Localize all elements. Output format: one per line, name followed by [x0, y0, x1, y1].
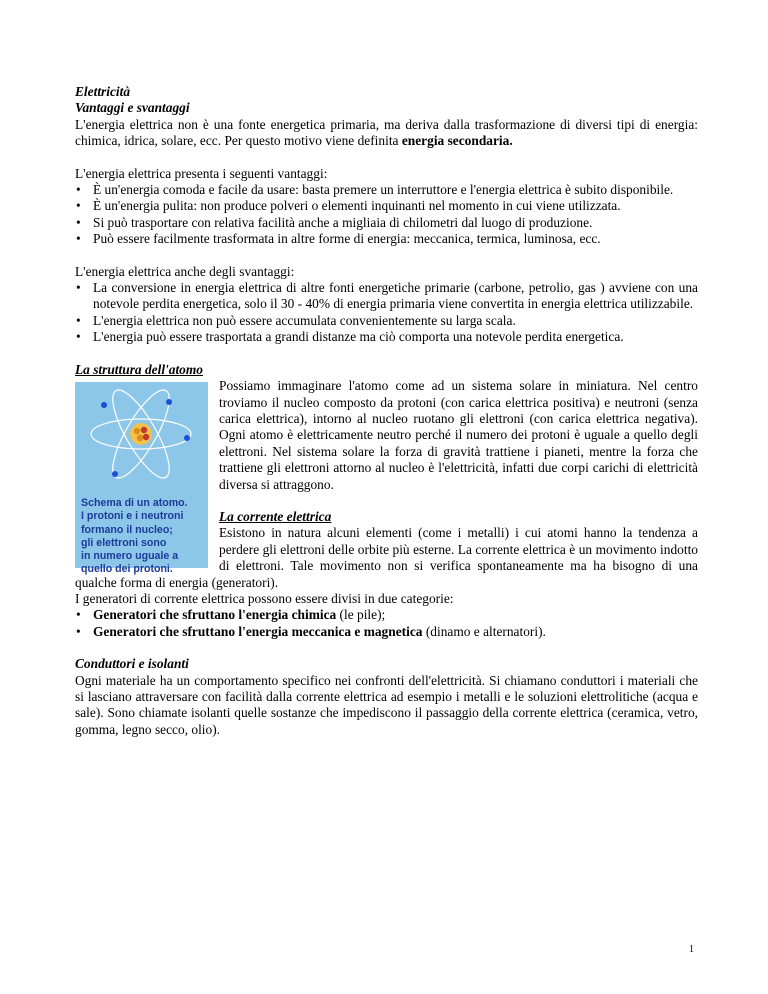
section-title-conduttori: Conduttori e isolanti	[75, 656, 189, 672]
advantage-item: • Si può trasportare con relativa facilità anche a migliaia di chilometri dal luogo di produzione.	[75, 215, 698, 231]
figure-caption	[81, 497, 206, 576]
advantage-item: • Può essere facilmente trasformata in altre forme di energia: meccanica, termica, luminosa, ecc.	[75, 231, 698, 247]
caption-line: I protoni e i neutroni	[81, 510, 184, 523]
page-number: 1	[689, 944, 694, 955]
conduttori-paragraph: Ogni materiale ha un comportamento specifico nei confronti dell'elettricità. Si chiamano conduttori i materiali che si lasciano attraversare con facilità dalla corrente elettrica ad esempio i metalli e le soluzioni elettrolitiche (acqua e sale). Sono chiamate isolanti quelle sostanze che impediscono il passaggio della corrente elettrica (ceramica, vetro, gomma, legno secco, olio).	[75, 672, 698, 737]
generator-item	[75, 607, 698, 623]
document-page	[75, 84, 698, 738]
subtitle-vantaggi: Vantaggi e svantaggi	[75, 100, 190, 116]
atom-figure	[75, 382, 208, 576]
generators-intro: I generatori di corrente elettrica possono essere divisi in due categorie:	[75, 590, 454, 606]
generator-item-bold: Generatori che sfruttano l'energia meccanica e magnetica	[93, 623, 423, 639]
caption-line: in numero uguale a	[81, 549, 179, 562]
generator-item-rest: (dinamo e alternatori).	[422, 623, 546, 639]
advantage-item: • È un'energia comoda e facile da usare: basta premere un interruttore e l'energia elettrica è subito disponibile.	[75, 182, 698, 198]
advantage-item: • È un'energia pulita: non produce polveri o elementi inquinanti nel momento in cui viene utilizzata.	[75, 198, 698, 214]
caption-line: formano il nucleo;	[81, 523, 173, 536]
intro-paragraph	[75, 117, 698, 150]
atom-paragraph: Possiamo immaginare l'atomo come ad un sistema solare in miniatura. Nel centro troviamo il nucleo composto da protoni (con carica elettrica positiva) e neutroni (senza carica elettrica), intorno al nucleo ruotano gli elettroni (con carica elettrica negativa). Ogni atomo è elettricamente neutro perché il numero dei protoni è uguale a quello degli elettroni. Nel sistema solare la forza di gravità trattiene i pianeti, mentre la forza che trattiene gli elettroni attorno al nucleo è l'elettricità, infatti due corpi carichi di elettricità diversa si attraggono.	[219, 378, 698, 492]
advantages-intro: L'energia elettrica presenta i seguenti vantaggi:	[75, 165, 328, 181]
section-title-elettricita: Elettricità	[75, 84, 131, 99]
generator-item-rest: (le pile);	[336, 607, 386, 623]
generators-list	[75, 607, 698, 640]
generator-item	[75, 624, 698, 640]
disadvantage-item: • La conversione in energia elettrica di altre fonti energetiche primarie (carbone, petrolio, gas ) avviene con una notevole perdita energetica, solo il 30 - 40% di energia primaria viene convertita in energia elettrica utilizzabile.	[75, 280, 698, 313]
section-title-corrente: La corrente elettrica	[219, 508, 332, 524]
corrente-paragraph: Esistono in natura alcuni elementi (come i metalli) i cui atomi hanno la tendenza a perdere gli elettroni delle orbite più esterne. La corrente elettrica è un movimento indotto di elettroni. Tale movimento non si verifica spontaneamente ma ha bisogno di una qualche forma di energia (generatori).	[75, 525, 698, 590]
caption-line: Schema di un atomo.	[81, 497, 188, 510]
caption-line: gli elettroni sono	[81, 536, 167, 549]
generator-item-bold: Generatori che sfruttano l'energia chimica	[93, 607, 337, 623]
intro-bold: energia secondaria.	[401, 133, 513, 149]
disadvantage-item: • L'energia elettrica non può essere accumulata convenientemente su larga scala.	[75, 313, 698, 329]
disadvantage-item: • L'energia può essere trasportata a grandi distanze ma ciò comporta una notevole perdita energetica.	[75, 329, 698, 345]
advantages-list	[75, 182, 698, 248]
section-title-atomo: La struttura dell'atomo	[75, 361, 203, 377]
intro-text: L'energia elettrica non è una fonte energetica primaria, ma deriva dalla trasformazione di diversi tipi di energia: chimica, idrica, solare, ecc. Per questo motivo viene definita	[75, 116, 698, 149]
disadvantages-intro: L'energia elettrica anche degli svantaggi:	[75, 263, 295, 279]
disadvantages-list	[75, 280, 698, 346]
caption-line: quello dei protoni.	[81, 563, 173, 576]
